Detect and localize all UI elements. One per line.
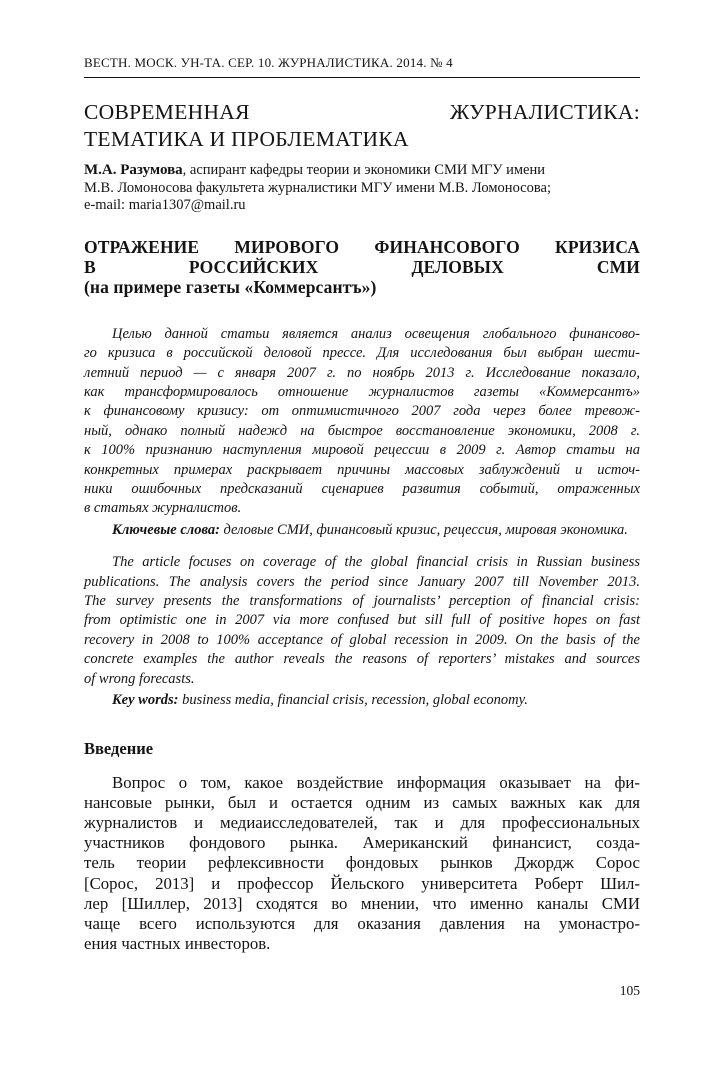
text-line: ОТРАЖЕНИЕ МИРОВОГО ФИНАНСОВОГО КРИЗИСА xyxy=(84,236,640,257)
text-line: Целью данной статьи является анализ освещения глобального финансово- xyxy=(112,325,640,342)
abstract-russian xyxy=(84,325,640,519)
text-line: летний период — с января 2007 г. по ноябрь 2013 г. Исследование показало, xyxy=(84,364,640,381)
author-block xyxy=(84,162,640,215)
section-title xyxy=(84,99,640,153)
journal-running-header: ВЕСТН. МОСК. УН-ТА. СЕР. 10. ЖУРНАЛИСТИКА. 2014. № 4 xyxy=(84,55,640,78)
text-line: СОВРЕМЕННАЯ ЖУРНАЛИСТИКА: xyxy=(84,100,640,124)
text-line: ники ошибочных предсказаний сценариев развития событий, отраженных xyxy=(84,481,640,498)
introduction-paragraph xyxy=(84,773,640,955)
author-affiliation-start: , аспирант кафедры теории и экономики СМИ МГУ имени xyxy=(182,162,546,178)
text-line: лер [Шиллер, 2013] сходятся во мнении, что именно каналы СМИ xyxy=(84,893,640,913)
text-line: го кризиса в российской деловой прессе. Для исследования был выбран шести- xyxy=(84,345,640,362)
abstract-english xyxy=(84,553,640,689)
text-line: (на примере газеты «Коммерсантъ») xyxy=(84,276,377,297)
text-line: В РОССИЙСКИХ ДЕЛОВЫХ СМИ xyxy=(84,256,640,277)
text-line: конкретных примерах раскрывает причины массовых заблуждений и источ- xyxy=(84,461,640,478)
keywords-english xyxy=(84,691,640,710)
text-line: к 100% признанию наступления мировой рецессии в 2009 г. Автор статьи на xyxy=(84,442,640,459)
text-line: The survey presents the transformations of journalists’ perception of financial crisis: xyxy=(84,593,640,610)
text-line: concrete examples the author reveals the reasons of reporters’ mistakes and sources xyxy=(84,651,640,668)
keywords-english-text: business media, financial crisis, recession, global economy. xyxy=(182,692,528,709)
keywords-russian-label: Ключевые слова: xyxy=(112,521,220,538)
text-line: как трансформировалось отношение журналистов газеты «Коммерсантъ» xyxy=(84,384,640,400)
text-line: нансовые рынки, был и остается одним из самых важных как для xyxy=(84,792,640,812)
text-line: The article focuses on coverage of the global financial crisis in Russian business xyxy=(112,554,640,571)
page-number: 105 xyxy=(619,983,640,998)
article-title xyxy=(84,237,640,297)
author-email: e-mail: maria1307@mail.ru xyxy=(84,197,246,214)
text-line: publications. The analysis covers the period since January 2007 till November 2013. xyxy=(84,573,640,590)
text-line: of wrong forecasts. xyxy=(84,670,195,687)
text-line: ный, однако полный надежд на быстрое восстановление экономики, 2008 г. xyxy=(84,422,640,439)
text-line: журналистов и медиаисследователей, так и для профессиональных xyxy=(84,812,640,832)
keywords-english-label: Key words: xyxy=(112,692,179,709)
author-name: М.А. Разумова xyxy=(84,162,183,178)
text-column xyxy=(84,0,640,954)
text-line: ТЕМАТИКА И ПРОБЛЕМАТИКА xyxy=(84,127,409,151)
introduction-heading: Введение xyxy=(84,738,154,758)
text-line: чаще всего используются для оказания давления на умонастро- xyxy=(84,913,640,933)
text-line: ения частных инвесторов. xyxy=(84,934,271,954)
text-line: участников фондового рынка. Американский финансист, созда- xyxy=(84,833,640,853)
keywords-russian xyxy=(84,521,640,540)
keywords-russian-text: деловые СМИ, финансовый кризис, рецессия, мировая экономика. xyxy=(223,521,628,538)
text-line: from optimistic one in 2007 via more confused but sill full of positive hopes on fast xyxy=(84,612,640,629)
text-line: recovery in 2008 to 100% acceptance of global recession in 2009. On the basis of the xyxy=(84,631,640,648)
text-line: [Сорос, 2013] и профессор Йельского университета Роберт Шил- xyxy=(84,873,640,893)
text-line: Вопрос о том, какое воздействие информация оказывает на фи- xyxy=(112,772,640,792)
text-line: тель теории рефлексивности фондовых рынков Джордж Сорос xyxy=(84,853,640,873)
text-line: к финансовому кризису: от оптимистичного 2007 года через более тревож- xyxy=(84,403,640,420)
author-affiliation-continued: М.В. Ломоносова факультета журналистики МГУ имени М.В. Ломоносова; xyxy=(84,179,551,196)
text-line: в статьях журналистов. xyxy=(84,500,242,517)
author-line-1 xyxy=(84,162,640,180)
